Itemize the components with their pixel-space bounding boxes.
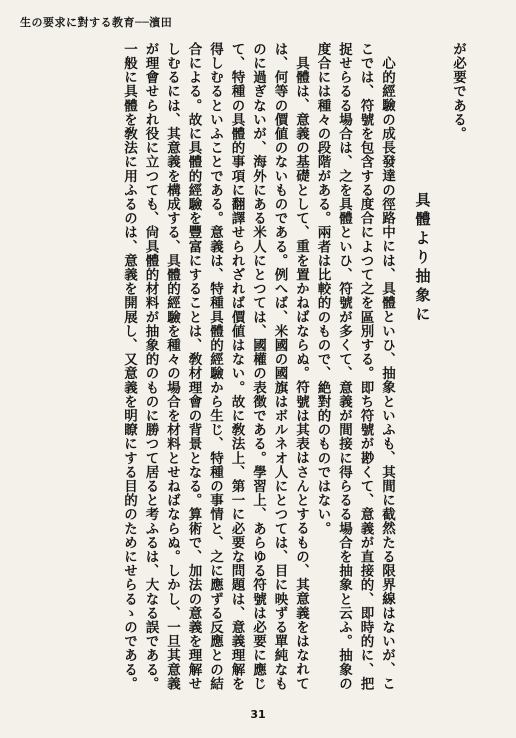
body-text [28,42,468,692]
running-head: 生の要求に對する教育──濱田 [20,16,173,29]
page-number: 31 [250,708,266,721]
opening-line: が必要である。 [450,42,466,141]
section-heading: 具體より抽象に [413,192,432,325]
paragraph: 具體は、意義の基礎として、重を置かねばならぬ。符號は其表はさんとするもの、其意義をはなれては、何等の價値のないものである。例へば、米國の國旗はボルネオ人にとつては、目に映ずる單純なものに過ぎないが、海外にある米人にとつては、國權の表徴である。學習上、あらゆる符號は必要に應じて、特種の具體的事項に翻譯せられざれば價値はない。故に敎法上、第一に必要な問題は、意義理解を得しむるといふことである。意義は、特種具體的經驗から生じ、特種の事情と、之に應ずる反應との結合による。故に具體的經驗を豐富にすることは、敎材理會の背景となる。算術で、加法の意義を理解せしむるには、其意義を構成する、具體的經驗を種々の場合を材料とせねばならぬ。しかし、一旦其意義が理會せられ役に立つても、尙具體的材料が抽象的のものに勝つて居ると考ふるは、大なる誤である。一般に具體を敎法に用ふるのは、意義を開展し、又意義を明瞭にする目的のためにせらるゝのである。 [121,42,309,691]
paragraph: 心的經驗の成長發達の徑路中には、具體といひ、抽象といふも、其間に截然たる限界線はないが、ここでは、符號を包含する度合によつて之を區別する。即ち符號が尠くて、意義が直接的、即時的に、把捉せらるる場合は、之を具體といひ、符號が多くて、意義が間接に得らるる場合を抽象と云ふ。抽象の度合には種々の段階がある。兩者は比較的のもので、絶對的のものではない。 [314,42,395,691]
spacer [397,42,405,692]
spacer [439,42,447,692]
